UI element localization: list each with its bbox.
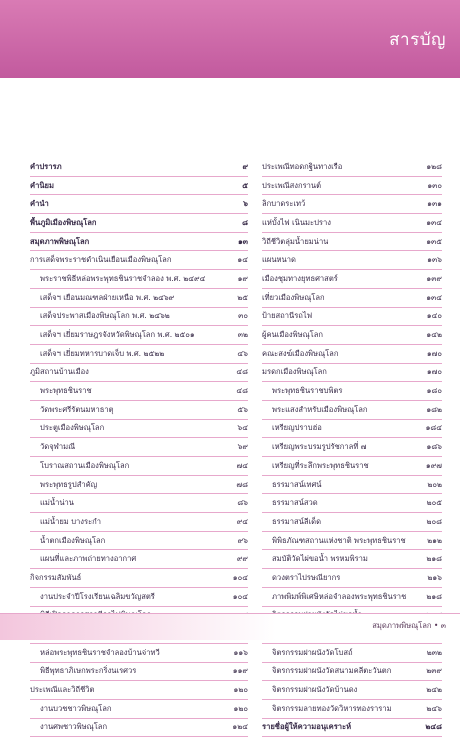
toc-entry-title: พระพุทธรูปสำคัญ xyxy=(40,479,98,489)
toc-entry-page: ๒๐๘ xyxy=(426,516,442,526)
toc-entry-page: ๖๔ xyxy=(237,423,248,433)
toc-entry-title: แห่บั้งไฟ เนินมะปราง xyxy=(262,217,331,227)
toc-entry-title: จิตรกรรมฝาผนังวัดสนามคลีตะวันตก xyxy=(272,666,392,676)
toc-entry-page: ๑๓๔ xyxy=(426,292,442,302)
toc-entry[interactable] xyxy=(262,195,442,214)
toc-entry-page: ๒๔๖ xyxy=(426,703,442,713)
toc-entry[interactable] xyxy=(30,308,248,327)
toc-entry[interactable] xyxy=(262,270,442,289)
toc-entry-page: ๑๐๔ xyxy=(232,572,248,582)
toc-entry-page: ๒๑๖ xyxy=(427,572,442,582)
toc-entry-title: หล่อพระพุทธชินราชจำลองบ้านจ่าทวี xyxy=(40,647,160,657)
toc-entry[interactable] xyxy=(262,457,442,476)
toc-entry[interactable] xyxy=(30,532,248,551)
toc-entry[interactable] xyxy=(30,644,248,663)
toc-entry-title: เสด็จฯ เยือนมณฑลฝ่ายเหนือ พ.ศ. ๒๔๖๙ xyxy=(40,292,175,302)
toc-entry-page: ๙๔ xyxy=(236,516,248,526)
toc-entry-title: คณะสงฆ์เมืองพิษณุโลก xyxy=(262,348,339,358)
toc-entry-page: ๗๘ xyxy=(236,479,248,489)
toc-entry-page: ๑๓๙ xyxy=(426,273,442,283)
toc-entry-title: คำนิยม xyxy=(30,180,54,190)
toc-entry[interactable] xyxy=(30,700,248,719)
toc-entry-title: ธรรมาสน์เทศน์ xyxy=(272,479,322,489)
toc-entry[interactable] xyxy=(262,719,442,737)
toc-entry[interactable] xyxy=(30,420,248,439)
toc-entry[interactable] xyxy=(30,719,248,737)
toc-entry[interactable] xyxy=(30,270,248,289)
toc-entry-page: ๑๓๔ xyxy=(426,217,442,227)
footer-band xyxy=(0,614,460,640)
toc-entry-page: ๑๓๑ xyxy=(427,199,442,209)
toc-entry[interactable] xyxy=(262,251,442,270)
toc-entry[interactable] xyxy=(262,494,442,513)
toc-entry-page: ๒๕ xyxy=(237,292,248,302)
toc-entry-page: ๑๒๔ xyxy=(232,722,248,732)
toc-entry[interactable] xyxy=(30,681,248,700)
toc-entry-page: ๑๗๐ xyxy=(426,348,442,358)
toc-entry[interactable] xyxy=(30,513,248,532)
toc-entry-title: พื้นภูมิเมืองพิษณุโลก xyxy=(30,217,97,227)
toc-entry-page: ๒๔๘ xyxy=(425,722,442,732)
toc-entry-page: ๒๑๘ xyxy=(426,591,442,601)
toc-entry-title: แม่น้ำน่าน xyxy=(40,498,75,508)
toc-entry-title: พิธีพุทธาภิเษกพระกริ่งนเรศวร xyxy=(40,666,137,676)
toc-entry[interactable] xyxy=(30,457,248,476)
toc-entry[interactable] xyxy=(262,158,442,177)
toc-entry-title: ผู้คนเมืองพิษณุโลก xyxy=(262,330,323,340)
toc-left-column xyxy=(30,158,248,737)
toc-entry[interactable] xyxy=(262,214,442,233)
toc-entry-page: ๑๐๔ xyxy=(232,591,248,601)
toc-entry-page: ๘ xyxy=(242,217,248,227)
toc-entry[interactable] xyxy=(30,438,248,457)
toc-entry[interactable] xyxy=(30,494,248,513)
toc-entry-title: เสด็จฯ เยี่ยมราษฎรจังหวัดพิษณุโลก พ.ศ. ๒๕๐๑ xyxy=(40,330,195,340)
toc-entry-title: จิตรกรรมลายทองวัดวิหารทองราราม xyxy=(272,703,392,713)
toc-entry-title: ธรรมาสน์สวด xyxy=(272,498,318,508)
toc-entry[interactable] xyxy=(262,364,442,383)
toc-entry-title: พระราชพิธีหล่อพระพุทธชินราชจำลอง พ.ศ. ๒๔๙๔ xyxy=(40,273,206,283)
toc-entry-title: รายชื่อผู้ให้ความอนุเคราะห์ xyxy=(262,722,352,732)
toc-entry[interactable] xyxy=(30,364,248,383)
toc-entry-title: การเสด็จพระราชดำเนินเยือนเมืองพิษณุโลก xyxy=(30,255,172,265)
toc-entry[interactable] xyxy=(30,345,248,364)
toc-entry[interactable] xyxy=(262,681,442,700)
toc-entry-title: น้ำตกเมืองพิษณุโลก xyxy=(40,535,106,545)
toc-entry-title: ภาพพิมพ์พิเศษิหล่อจำลองพระพุทธชินราช xyxy=(272,591,407,601)
toc-right-column xyxy=(262,158,442,737)
toc-entry-title: วัดจุฬามณี xyxy=(40,442,76,452)
toc-entry[interactable] xyxy=(30,326,248,345)
toc-entry-title: ลิกบาดระเทว้ xyxy=(262,199,306,209)
toc-entry-page: ๑๔๒ xyxy=(426,330,442,340)
toc-entry-page: ๗๔ xyxy=(236,460,248,470)
toc-entry-page: ๑๒๐ xyxy=(233,685,248,695)
toc-entry-page: ๒๐๒ xyxy=(427,479,442,489)
toc-entry[interactable] xyxy=(262,233,442,252)
toc-entry-title: วัดพระศรีรัตนมหาธาตุ xyxy=(40,404,114,414)
toc-entry[interactable] xyxy=(262,382,442,401)
toc-entry-title: ภูมิสถานบ้านเมือง xyxy=(30,367,89,377)
toc-entry-title: ธรรมาสน์ลีเด็ด xyxy=(272,516,321,526)
toc-entry-page: ๑๑๙ xyxy=(232,666,248,676)
toc-entry-title: ป้ายสถานีรถไฟ xyxy=(262,311,313,321)
toc-entry-page: ๙๙ xyxy=(236,554,248,564)
toc-entry[interactable] xyxy=(30,663,248,682)
toc-entry[interactable] xyxy=(262,177,442,196)
toc-entry[interactable] xyxy=(30,382,248,401)
toc-entry-page: ๔๘ xyxy=(236,367,248,377)
toc-entry[interactable] xyxy=(262,700,442,719)
toc-entry[interactable] xyxy=(262,289,442,308)
toc-entry-page: ๒๓๒ xyxy=(426,647,442,657)
toc-entry[interactable] xyxy=(262,308,442,327)
toc-entry[interactable] xyxy=(262,476,442,495)
toc-entry-page: ๖๙ xyxy=(237,442,248,452)
toc-entry-title: เมืองชุมทางยุทธศาสตร์ xyxy=(262,273,338,283)
toc-entry[interactable] xyxy=(30,550,248,569)
toc-entry[interactable] xyxy=(262,663,442,682)
toc-entry[interactable] xyxy=(262,401,442,420)
toc-entry-page: ๑๘๐ xyxy=(426,386,442,396)
toc-entry-page: ๓๐ xyxy=(238,311,248,321)
toc-entry[interactable] xyxy=(262,569,442,588)
toc-entry[interactable] xyxy=(262,420,442,439)
toc-entry-page: ๕๖ xyxy=(237,404,248,414)
toc-entry[interactable] xyxy=(30,158,248,177)
toc-entry-title: แผนที่และภาพถ่ายทางอากาศ xyxy=(40,554,137,564)
toc-entry-title: เสด็จประพาสเมืองพิษณุโลก พ.ศ. ๒๔๖๒ xyxy=(40,311,170,321)
toc-entry-page: ๑๘๔ xyxy=(425,423,442,433)
toc-entry-page: ๑๓๐ xyxy=(427,180,442,190)
toc-entry[interactable] xyxy=(262,326,442,345)
toc-entry-title: พระพุทธชินราชบพิตร xyxy=(272,386,343,396)
toc-entry[interactable] xyxy=(262,532,442,551)
toc-entry-title: กิจกรรมสัมพันธ์ xyxy=(30,572,82,582)
toc-entry-title: พิพิธภัณฑสถานแห่งชาติ พระพุทธชินราช xyxy=(272,535,406,545)
toc-entry-page: ๔๖ xyxy=(237,348,248,358)
toc-entry[interactable] xyxy=(30,401,248,420)
toc-entry-page: ๒๑๒ xyxy=(427,535,442,545)
toc-entry[interactable] xyxy=(30,476,248,495)
toc-entry[interactable] xyxy=(262,588,442,607)
toc-entry-title: เสด็จฯ เยี่ยมทหารบาดเจ็บ พ.ศ. ๒๕๒๒ xyxy=(40,348,165,358)
toc-entry-title: ประเพณีทอดกฐินทางเรือ xyxy=(262,161,343,171)
toc-entry-page: ๑๓๖ xyxy=(427,255,442,265)
toc-entry-title: สมบัติวัดไผ่ขอน้ำ พรหมพิราม xyxy=(272,554,368,564)
toc-entry-title: ดวงตราไปรษณียากร xyxy=(272,572,341,582)
toc-entry-title: คำนำ xyxy=(30,199,49,209)
toc-entry-title: เหรียญพระบรมรูปรัชกาลที่ ๗ xyxy=(272,442,367,452)
toc-entry-page: ๙ xyxy=(242,161,248,171)
toc-entry-page: ๑๓๕ xyxy=(426,236,442,246)
toc-entry-title: วิถีชีวิตลุ่มน้ำยมน่าน xyxy=(262,236,329,246)
toc-entry-page: ๑๘๖ xyxy=(426,442,442,452)
toc-entry-page: ๑๔๐ xyxy=(426,311,442,321)
toc-entry-page: ๒๔๒ xyxy=(426,685,442,695)
header-band xyxy=(0,0,460,78)
toc-entry-title: แผนหนาด xyxy=(262,255,296,265)
toc-entry-page: ๒๐๕ xyxy=(426,498,442,508)
toc-entry[interactable] xyxy=(262,513,442,532)
toc-entry-page: ๑๓ xyxy=(237,236,248,246)
toc-entry-page: ๑๙ xyxy=(237,273,248,283)
toc-entry[interactable] xyxy=(30,214,248,233)
toc-entry-page: ๘๖ xyxy=(237,498,248,508)
page-title: สารบัญ xyxy=(389,30,446,50)
toc-entry-title: จิตรกรรมฝาผนังวัดโบสถ์ xyxy=(272,647,353,657)
toc-entry[interactable] xyxy=(30,233,248,252)
toc-entry[interactable] xyxy=(30,289,248,308)
toc-entry-page: ๑๒๐ xyxy=(233,703,248,713)
toc-entry-title: งานบวชชาวพิษณุโลก xyxy=(40,703,112,713)
toc-entry-title: เหรียญปราบฮ่อ xyxy=(272,423,322,433)
toc-entry-title: เที่ยวเมืองพิษณุโลก xyxy=(262,292,325,302)
toc-entry-title: ประเพณีและวิถีชีวิต xyxy=(30,685,95,695)
toc-entry-title: พระแสงสำหรับเมืองพิษณุโลก xyxy=(272,404,368,414)
toc-entry[interactable] xyxy=(30,588,248,607)
toc-entry-page: ๕ xyxy=(242,180,248,190)
toc-entry[interactable] xyxy=(262,644,442,663)
toc-entry[interactable] xyxy=(30,177,248,196)
toc-entry-title: แม่น้ำยม บางระกำ xyxy=(40,516,102,526)
toc-entry[interactable] xyxy=(262,345,442,364)
toc-entry-page: ๑๘๒ xyxy=(426,404,442,414)
toc-entry-title: งานศพชาวพิษณุโลก xyxy=(40,722,108,732)
toc-entry-title: งานประจำปีโรงเรียนเฉลิมขวัญสตรี xyxy=(40,591,155,601)
toc-entry-page: ๙๖ xyxy=(237,535,248,545)
toc-entry-title: ประเพณีสงกรานต์ xyxy=(262,180,322,190)
toc-entry-title: จิตรกรรมฝาผนังวัดบ้านดง xyxy=(272,685,358,695)
toc-entry[interactable] xyxy=(30,251,248,270)
toc-entry-title: สมุดภาพพิษณุโลก xyxy=(30,236,90,246)
toc-entry-page: ๓๒ xyxy=(237,330,248,340)
toc-entry-title: ประตูเมืองพิษณุโลก xyxy=(40,423,105,433)
toc-entry[interactable] xyxy=(262,438,442,457)
toc-entry-page: ๖ xyxy=(243,199,248,209)
toc-entry-page: ๒๓๙ xyxy=(426,666,442,676)
toc-entry-page: ๒๑๘ xyxy=(426,554,442,564)
toc-entry-title: พระพุทธชินราช xyxy=(40,386,92,396)
toc-entry[interactable] xyxy=(30,569,248,588)
toc-entry-page: ๑๙๗ xyxy=(425,460,442,470)
toc-entry-title: คำปรารภ xyxy=(30,161,62,171)
toc-entry-title: โบราณสถานเมืองพิษณุโลก xyxy=(40,460,130,470)
toc-entry-page: ๑๒๘ xyxy=(426,161,442,171)
toc-entry-page: ๑๑๖ xyxy=(233,647,248,657)
toc-entry-page: ๔๘ xyxy=(236,386,248,396)
footer-page-label: สมุดภาพพิษณุโลก • ๓ xyxy=(372,621,446,630)
toc-entry-page: ๑๔ xyxy=(237,255,248,265)
toc-entry[interactable] xyxy=(262,550,442,569)
toc-entry-title: เหรียญที่ระลึกพระพุทธชินราช xyxy=(272,460,369,470)
toc-entry-title: มรดกเมืองพิษณุโลก xyxy=(262,367,327,377)
toc-entry-page: ๑๗๐ xyxy=(426,367,442,377)
toc-entry[interactable] xyxy=(30,195,248,214)
